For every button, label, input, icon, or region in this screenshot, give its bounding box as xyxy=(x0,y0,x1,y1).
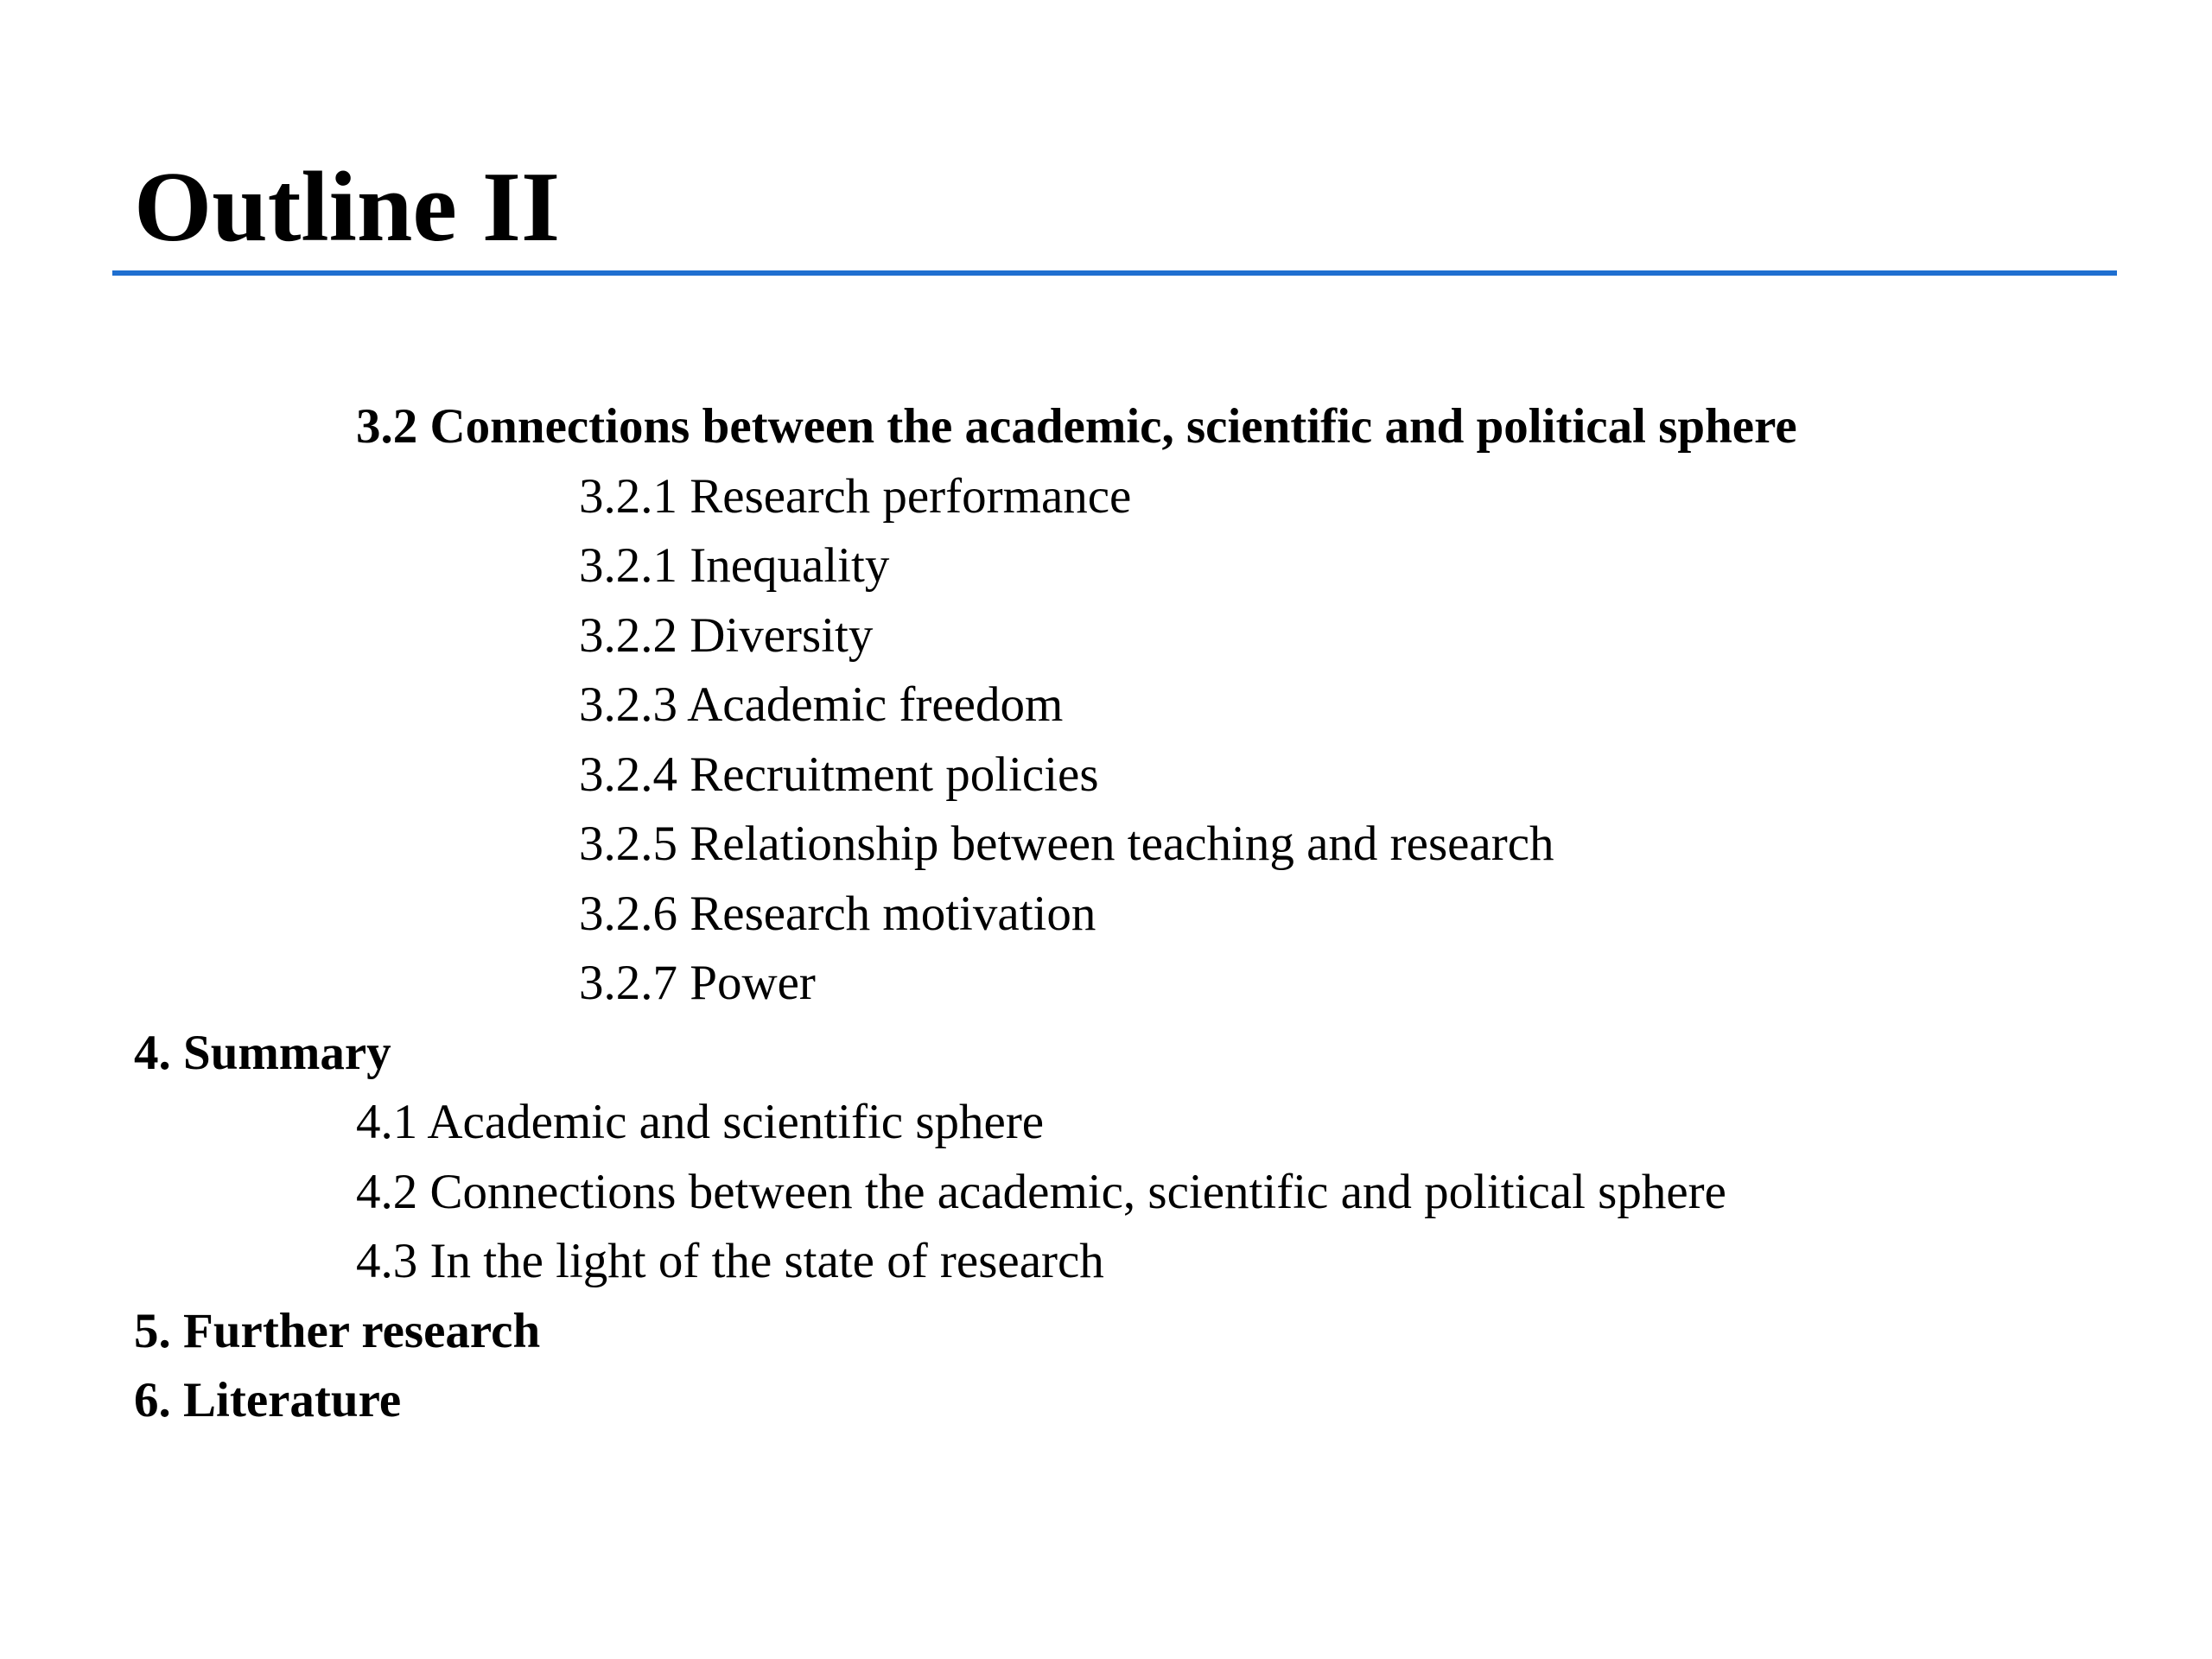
outline-item-3-2-3: 3.2.3 Academic freedom xyxy=(579,677,1064,732)
outline-item-3-2-2: 3.2.2 Diversity xyxy=(579,607,874,663)
outline-item-3-2-6: 3.2.6 Research motivation xyxy=(579,886,1096,941)
title-divider xyxy=(112,270,2117,276)
outline-item-3-2: 3.2 Connections between the academic, scientific and political sphere xyxy=(356,399,1797,454)
outline-item-6: 6. Literature xyxy=(134,1373,402,1427)
outline-list xyxy=(0,392,2212,1436)
outline-item-4-1: 4.1 Academic and scientific sphere xyxy=(356,1095,1045,1149)
outline-item-3-2-5: 3.2.5 Relationship between teaching and research xyxy=(579,817,1554,871)
outline-item-3-2-1-research-performance: 3.2.1 Research performance xyxy=(579,468,1132,524)
outline-item-3-2-4: 3.2.4 Recruitment policies xyxy=(579,747,1099,802)
outline-item-3-2-1-inequality: 3.2.1 Inequality xyxy=(579,538,890,593)
outline-item-4: 4. Summary xyxy=(134,1025,391,1080)
outline-item-3-2-7: 3.2.7 Power xyxy=(579,956,816,1010)
outline-item-5: 5. Further research xyxy=(134,1303,541,1358)
outline-item-4-2: 4.2 Connections between the academic, scientific and political sphere xyxy=(356,1164,1726,1219)
slide-title: Outline II xyxy=(134,152,561,263)
outline-item-4-3: 4.3 In the light of the state of research xyxy=(356,1234,1104,1288)
